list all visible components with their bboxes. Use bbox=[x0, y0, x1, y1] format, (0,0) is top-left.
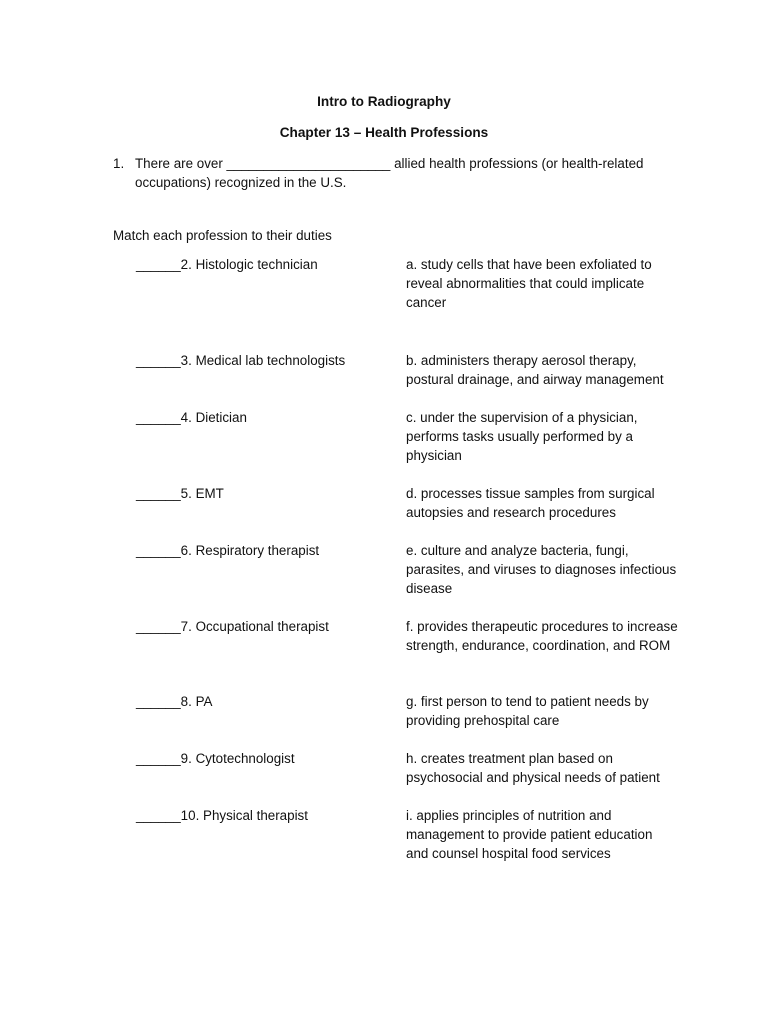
duty-item: b. administers therapy aerosol therapy, postural drainage, and airway management bbox=[406, 353, 664, 387]
profession-item: ______2. Histologic technician bbox=[136, 257, 318, 272]
chapter-title: Chapter 13 – Health Professions bbox=[279, 125, 489, 140]
profession-item: ______3. Medical lab technologists bbox=[136, 353, 346, 368]
course-title: Intro to Radiography bbox=[317, 94, 451, 109]
question-1-text: There are over ______________________ allied health professions (or health-related occupations) recognized in the U.S. bbox=[135, 156, 644, 190]
question-1-number: 1. bbox=[113, 156, 125, 171]
duty-item: i. applies principles of nutrition and management to provide patient education and counsel hospital food services bbox=[406, 808, 653, 861]
duty-item: g. first person to tend to patient needs by providing prehospital care bbox=[406, 694, 649, 728]
profession-item: ______8. PA bbox=[136, 694, 213, 709]
profession-item: ______7. Occupational therapist bbox=[136, 619, 329, 634]
duty-item: c. under the supervision of a physician, performs tasks usually performed by a physician bbox=[406, 410, 638, 463]
duty-item: d. processes tissue samples from surgical autopsies and research procedures bbox=[406, 486, 655, 520]
profession-item: ______6. Respiratory therapist bbox=[136, 543, 320, 558]
duty-item: e. culture and analyze bacteria, fungi, parasites, and viruses to diagnoses infectious disease bbox=[406, 543, 677, 596]
duty-item: h. creates treatment plan based on psychosocial and physical needs of patient bbox=[406, 751, 660, 785]
duty-item: f. provides therapeutic procedures to increase strength, endurance, coordination, and ROM bbox=[406, 619, 678, 653]
duty-item: a. study cells that have been exfoliated to reveal abnormalities that could implicate cancer bbox=[406, 257, 652, 310]
profession-item: ______5. EMT bbox=[136, 486, 224, 501]
question-1 bbox=[113, 155, 693, 193]
profession-item: ______10. Physical therapist bbox=[136, 808, 308, 823]
profession-item: ______9. Cytotechnologist bbox=[136, 751, 295, 766]
profession-item: ______4. Dietician bbox=[136, 410, 247, 425]
matching-instruction: Match each profession to their duties bbox=[113, 228, 332, 243]
